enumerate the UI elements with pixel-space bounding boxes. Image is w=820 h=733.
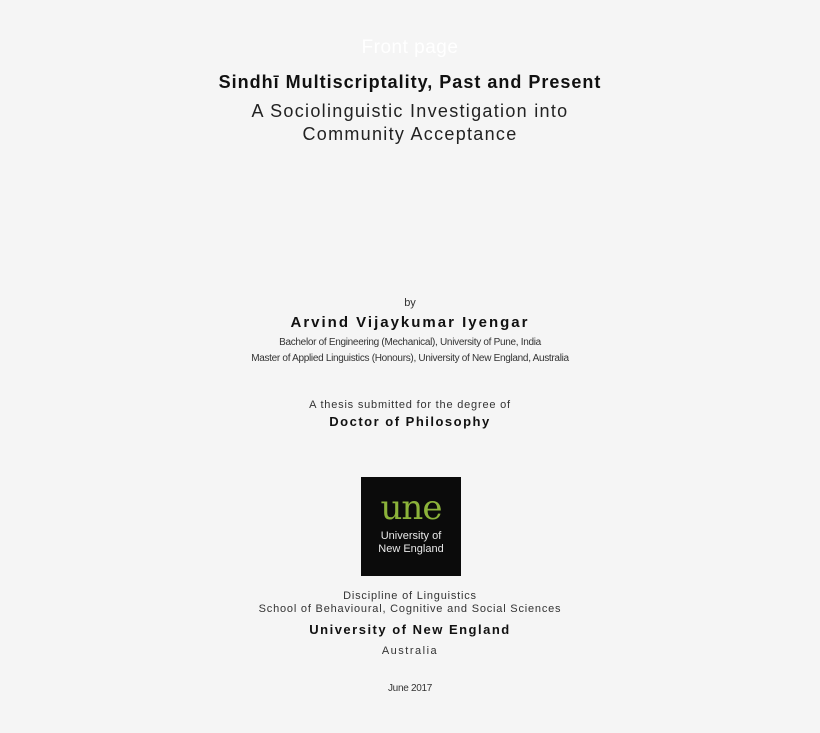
school-label: School of Behavioural, Cognitive and Social Sciences	[258, 603, 562, 615]
une-logo-mark-icon: une	[380, 488, 442, 528]
une-logo-text	[361, 530, 461, 556]
author-degree-2: Master of Applied Linguistics (Honours), University of New England, Australia	[251, 353, 569, 364]
author-degree-1: Bachelor of Engineering (Mechanical), University of Pune, India	[279, 337, 541, 348]
subtitle-line-1: A Sociolinguistic Investigation into	[251, 101, 569, 121]
submission-date: June 2017	[387, 683, 432, 694]
submission-statement: A thesis submitted for the degree of	[309, 399, 511, 411]
watermark-label: Front page	[361, 37, 459, 58]
university-name: University of New England	[309, 622, 511, 637]
logo-text-line-1: University of	[380, 530, 442, 542]
by-label: by	[404, 297, 416, 309]
thesis-subtitle	[0, 100, 820, 146]
thesis-title: Sindhī Multiscriptality, Past and Present	[218, 72, 602, 92]
country-label: Australia	[381, 645, 439, 657]
subtitle-line-2: Community Acceptance	[302, 124, 518, 144]
author-name: Arvind Vijaykumar Iyengar	[290, 314, 530, 331]
degree-title: Doctor of Philosophy	[329, 414, 491, 429]
logo-text-line-2: New England	[378, 543, 444, 555]
discipline-label: Discipline of Linguistics	[343, 590, 477, 602]
une-logo	[361, 477, 461, 576]
